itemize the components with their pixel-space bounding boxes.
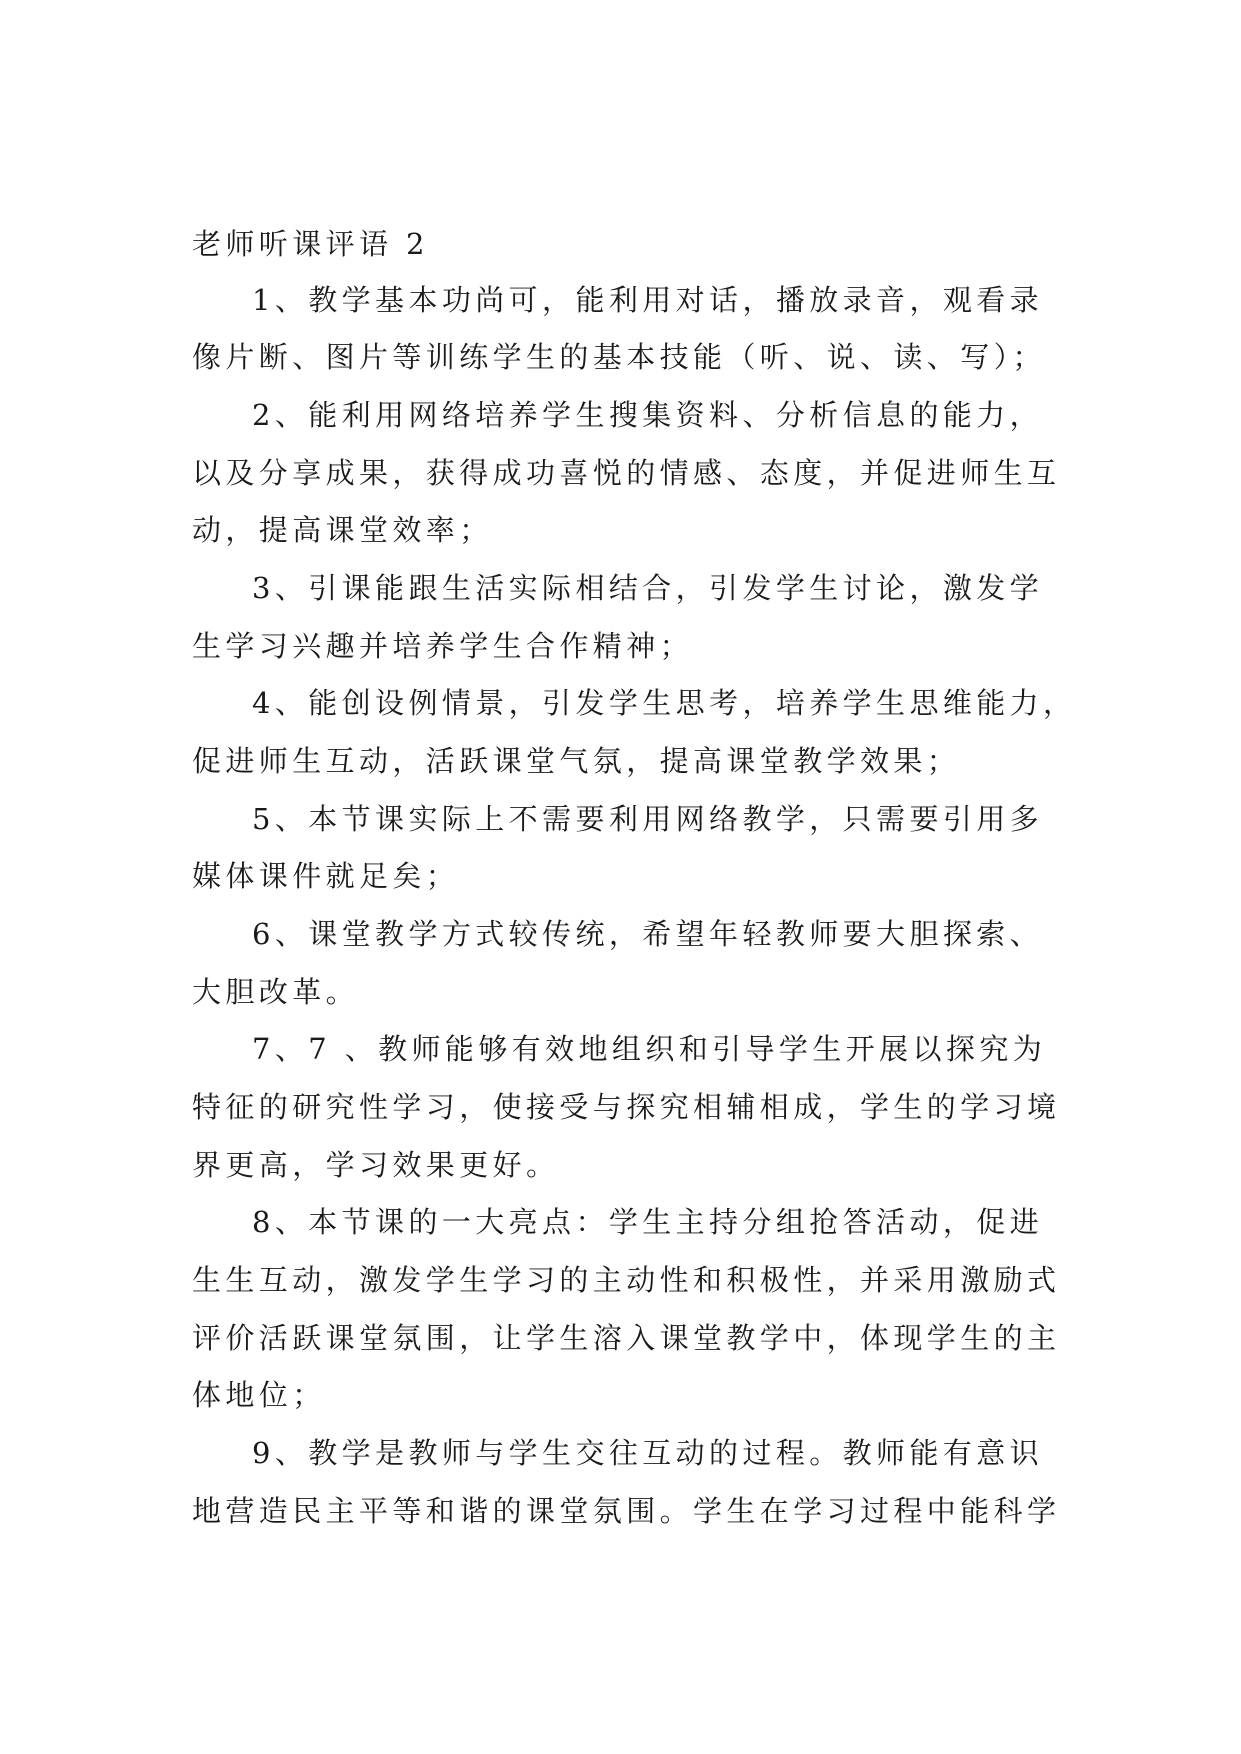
paragraph-line: 动，提高课堂效率； — [192, 513, 493, 547]
paragraph-line: 1、教学基本功尚可，能利用对话，播放录音，观看录 — [252, 283, 1044, 317]
paragraph-line: 生生互动，激发学生学习的主动性和积极性，并采用激励式 — [192, 1263, 1061, 1297]
paragraph-line: 5、本节课实际上不需要利用网络教学，只需要引用多 — [252, 802, 1044, 836]
paragraph-line: 促进师生互动，活跃课堂气氛，提高课堂教学效果； — [192, 744, 961, 778]
paragraph-line: 特征的研究性学习，使接受与探究相辅相成，学生的学习境 — [192, 1090, 1061, 1124]
paragraph-line: 3、引课能跟生活实际相结合，引发学生讨论，激发学 — [252, 571, 1044, 605]
paragraph-line: 媒体课件就足矣； — [192, 859, 460, 893]
paragraph-line: 地营造民主平等和谐的课堂氛围。学生在学习过程中能科学 — [192, 1494, 1061, 1528]
paragraph-line: 4、能创设例情景，引发学生思考，培养学生思维能力， — [252, 686, 1077, 720]
paragraph-line: 8、本节课的一大亮点：学生主持分组抢答活动，促进 — [252, 1205, 1044, 1239]
paragraph-line: 2、能利用网络培养学生搜集资料、分析信息的能力， — [252, 398, 1044, 432]
paragraph-line: 像片断、图片等训练学生的基本技能（听、说、读、写）； — [192, 340, 1046, 374]
paragraph-line: 大胆改革。 — [192, 975, 360, 1009]
paragraph-line: 9、教学是教师与学生交往互动的过程。教师能有意识 — [252, 1436, 1044, 1470]
paragraph-line: 生学习兴趣并培养学生合作精神； — [192, 629, 694, 663]
document-title: 老师听课评语 2 — [192, 227, 429, 261]
paragraph-line: 评价活跃课堂氛围，让学生溶入课堂教学中，体现学生的主 — [192, 1321, 1061, 1355]
paragraph-line: 以及分享成果，获得成功喜悦的情感、态度，并促进师生互 — [192, 456, 1061, 490]
paragraph-line: 界更高，学习效果更好。 — [192, 1148, 560, 1182]
paragraph-line: 6、课堂教学方式较传统，希望年轻教师要大胆探索、 — [252, 917, 1044, 951]
paragraph-line: 7、7 、教师能够有效地组织和引导学生开展以探究为 — [252, 1032, 1047, 1066]
paragraph-line: 体地位； — [192, 1378, 326, 1412]
